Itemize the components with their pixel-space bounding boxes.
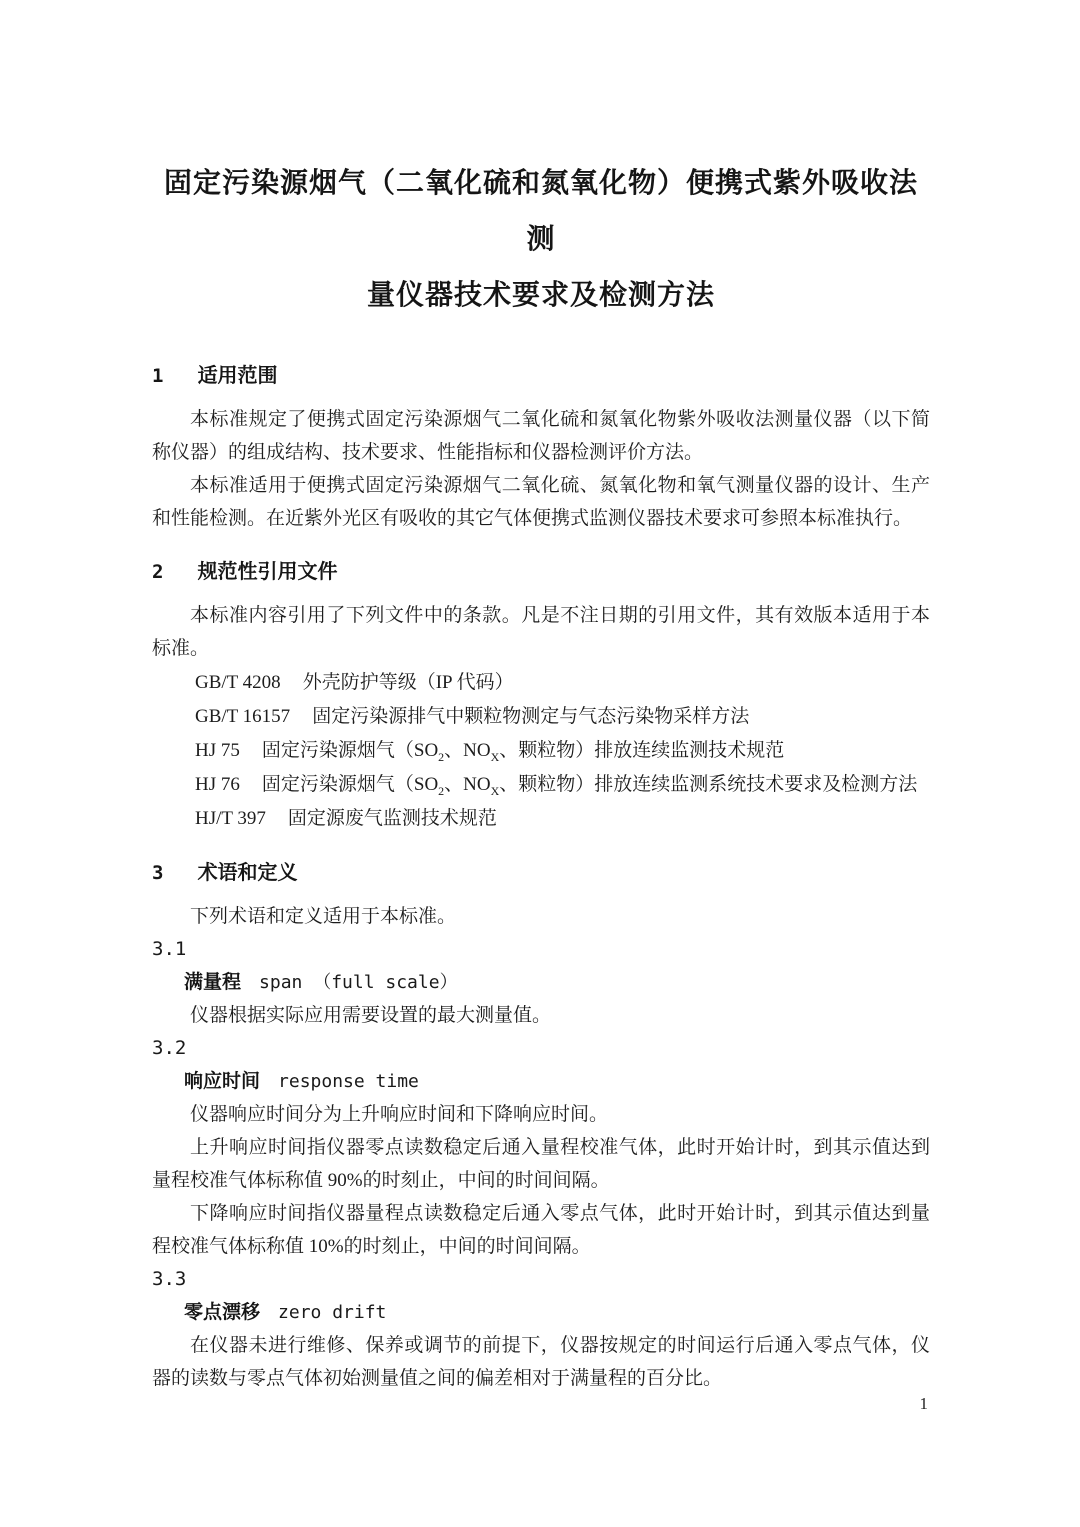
section-heading-references bbox=[152, 559, 930, 585]
reference-title-text: 固定源废气监测技术规范 bbox=[287, 808, 497, 829]
term-heading bbox=[152, 1065, 930, 1098]
section-heading-scope bbox=[152, 363, 930, 389]
reference-list bbox=[152, 666, 930, 836]
reference-code: HJ 76 bbox=[195, 774, 240, 795]
reference-title-text: 、NO bbox=[444, 740, 491, 761]
term-number: 3.1 bbox=[152, 938, 187, 960]
term-name-chinese: 满量程 bbox=[184, 972, 242, 993]
reference-code: GB/T 4208 bbox=[195, 672, 281, 693]
term-definition: 在仪器未进行维修、保养或调节的前提下，仪器按规定的时间运行后通入零点气体，仪器的读数与零点气体初始测量值之间的偏差相对于满量程的百分比。 bbox=[152, 1335, 930, 1389]
paragraph: 下列术语和定义适用于本标准。 bbox=[190, 906, 457, 927]
section-title: 适用范围 bbox=[197, 365, 278, 387]
term-definition: 上升响应时间指仪器零点读数稳定后通入量程校准气体，此时开始计时，到其示值达到量程校准气体标称值 90%的时刻止，中间的时间间隔。 bbox=[152, 1137, 930, 1191]
reference-code: HJ 75 bbox=[195, 740, 240, 761]
section-title: 规范性引用文件 bbox=[197, 561, 338, 583]
reference-title-text: 固定污染源烟气（SO bbox=[261, 740, 439, 761]
term-definition: 仪器根据实际应用需要设置的最大测量值。 bbox=[190, 1005, 552, 1026]
section-scope bbox=[152, 363, 930, 535]
section-normative-references bbox=[152, 559, 930, 836]
term-name-english: span （full scale） bbox=[259, 972, 458, 993]
title-line-2: 量仪器技术要求及检测方法 bbox=[366, 279, 715, 310]
term-number: 3.2 bbox=[152, 1037, 187, 1059]
term-definition: 下降响应时间指仪器量程点读数稳定后通入零点气体，此时开始计时，到其示值达到量程校准气体标称值 10%的时刻止，中间的时间间隔。 bbox=[152, 1203, 930, 1257]
page-number: 1 bbox=[919, 1394, 928, 1413]
term-heading bbox=[152, 1296, 930, 1329]
reference-item bbox=[152, 666, 930, 700]
paragraph: 本标准规定了便携式固定污染源烟气二氧化硫和氮氧化物紫外吸收法测量仪器（以下简称仪器）的组成结构、技术要求、性能指标和仪器检测评价方法。 bbox=[152, 409, 930, 463]
reference-title bbox=[303, 672, 514, 693]
reference-title-text: 、NO bbox=[444, 774, 491, 795]
chemical-subscript: 2 bbox=[438, 783, 445, 798]
reference-title-text: 固定污染源烟气（SO bbox=[261, 774, 439, 795]
term-name-chinese: 零点漂移 bbox=[184, 1302, 261, 1323]
reference-code: GB/T 16157 bbox=[195, 706, 291, 727]
section-number: 3 bbox=[152, 862, 164, 884]
reference-title bbox=[261, 740, 785, 764]
term-name-chinese: 响应时间 bbox=[184, 1071, 261, 1092]
reference-title bbox=[261, 774, 918, 798]
section-number: 2 bbox=[152, 561, 164, 583]
term-name-english: zero drift bbox=[278, 1302, 387, 1323]
chemical-subscript: 2 bbox=[438, 749, 445, 764]
reference-title-text: 、颗粒物）排放连续监测技术规范 bbox=[499, 740, 785, 761]
term-entry bbox=[152, 1032, 930, 1263]
section-heading-terms bbox=[152, 860, 930, 886]
chemical-subscript: X bbox=[490, 783, 500, 798]
reference-title-text: 固定污染源排气中颗粒物测定与气态污染物采样方法 bbox=[312, 706, 750, 727]
term-number: 3.3 bbox=[152, 1268, 187, 1290]
reference-title bbox=[288, 808, 497, 829]
term-list bbox=[152, 933, 930, 1395]
section-terms-definitions bbox=[152, 860, 930, 1395]
paragraph: 本标准内容引用了下列文件中的条款。凡是不注日期的引用文件，其有效版本适用于本标准。 bbox=[152, 605, 930, 659]
reference-item bbox=[152, 768, 930, 802]
reference-title bbox=[312, 706, 749, 727]
title-line-1: 固定污染源烟气（二氧化硫和氮氧化物）便携式紫外吸收法测 bbox=[163, 167, 918, 254]
term-definition: 仪器响应时间分为上升响应时间和下降响应时间。 bbox=[190, 1104, 609, 1125]
reference-item bbox=[152, 700, 930, 734]
document-title bbox=[152, 155, 930, 323]
reference-item bbox=[152, 802, 930, 836]
term-entry bbox=[152, 1263, 930, 1395]
reference-title-text: 、颗粒物）排放连续监测系统技术要求及检测方法 bbox=[499, 774, 918, 795]
section-title: 术语和定义 bbox=[197, 862, 298, 884]
section-number: 1 bbox=[152, 365, 164, 387]
term-entry bbox=[152, 933, 930, 1032]
reference-item bbox=[152, 734, 930, 768]
chemical-subscript: X bbox=[490, 749, 500, 764]
reference-title-text: 外壳防护等级（IP 代码） bbox=[302, 672, 514, 693]
term-name-english: response time bbox=[278, 1071, 419, 1092]
term-heading bbox=[152, 966, 930, 999]
reference-code: HJ/T 397 bbox=[195, 808, 266, 829]
paragraph: 本标准适用于便携式固定污染源烟气二氧化硫、氮氧化物和氧气测量仪器的设计、生产和性能检测。在近紫外光区有吸收的其它气体便携式监测仪器技术要求可参照本标准执行。 bbox=[152, 475, 930, 529]
